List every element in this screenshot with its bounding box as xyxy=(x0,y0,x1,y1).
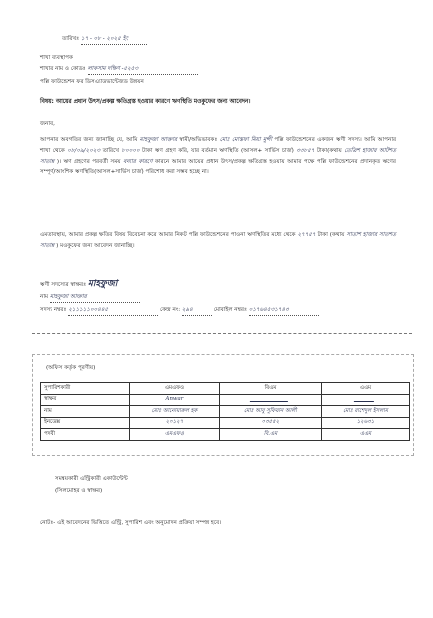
organization-name: পল্লি ফাউন্ডেশন ফর ডিসএ্যাডভান্টেজড উন্নয়ন xyxy=(40,79,144,85)
table-cell: এমএফও xyxy=(130,429,220,441)
para1-text-1: আপনার অবগতির জন্য জানাচ্ছি যে, আমি xyxy=(40,137,138,143)
guardian-name-cont: মুন্সী xyxy=(262,137,273,143)
loan-date: ০৮/০৯/২০২৩ xyxy=(67,147,101,154)
application-paragraph-2 xyxy=(40,230,396,252)
balance-in-words: তেত্রিশ হাজার আটশত সাতান্ন xyxy=(40,147,397,165)
bm-signature xyxy=(219,394,321,406)
table-row xyxy=(41,406,410,418)
table-header-cell: এএম xyxy=(321,383,409,395)
para1-text-8: কারনে আমার আয়ের প্রধান উৎস/প্রকল্প ক্ষতিগ্রস্ত হওয়ায় আমার পক্ষে পল্লি ফাউন্ডেশনের প্রদানকৃত ঋণের সম্পূর্ণ/আংশিক ঋণস্থিতি(আসল+সার্ভিস চার্জ) পরিশোধ করা সম্ভব হচ্ছে না। xyxy=(40,158,396,176)
office-divider xyxy=(32,333,412,335)
row-label: পদবী xyxy=(41,429,130,441)
table-cell: বি.এম xyxy=(219,429,321,441)
table-header-cell: বিএম xyxy=(219,383,321,395)
para1-text-6: টাকা(কথায় xyxy=(316,147,342,154)
branch-line xyxy=(40,66,198,75)
para1-text-2: স্বামী/অভিভাবকঃ xyxy=(179,137,218,143)
damage-reason: বন্যার কারণে xyxy=(123,158,153,165)
recipient-title: শাখা ব্যবস্থাপক xyxy=(40,55,73,61)
branch-label: শাখার নাম ও কোডঃ xyxy=(40,66,86,72)
table-row xyxy=(41,417,410,429)
date-value: ১৭ - ০৮ - ২০২৫ ইং xyxy=(81,36,147,45)
para2-text-3: ) মওকুফের জন্য আবেদন জানাচ্ছি। xyxy=(56,243,135,249)
row-label: নাম xyxy=(41,406,130,418)
applicant-name: মাহফুজা আক্তার xyxy=(139,137,178,143)
member-name-line xyxy=(40,294,140,303)
table-cell: মোঃ রাশেদুল ইসলাম xyxy=(321,406,409,418)
officer-title: সমন্বয়কারী এন্ট্রিকারী একাউন্টেন্ট xyxy=(55,476,128,482)
member-number: ২১১১১১০০৪৪৫ xyxy=(68,307,158,316)
officer-seal-note: (সিলমোহর ও স্বাক্ষর) xyxy=(55,488,103,494)
para2-text-1: এমতাবস্থায়, আমার প্রকল্প ক্ষতির বিষয় বিবেচনা করে আমার নিকট পল্লি ফাউন্ডেশনের পাওনা ঋণস্থিতির মধ্যে থেকে xyxy=(40,232,296,238)
guardian-name: মোঃ মোস্তফা মিয়া xyxy=(219,137,261,143)
para1-text-5: টাকা ঋণ গ্রহণ করি, যার বর্তমান ঋণস্থিতি (আসল+ সার্ভিস চার্জ) xyxy=(142,147,294,154)
subject-label: বিষয়: xyxy=(40,99,54,105)
name-label: নাম xyxy=(40,294,49,300)
waiver-amount: ২৭৭৫৭ xyxy=(297,232,316,238)
signature-label: ঋণী সদস্যের স্বাক্ষরঃ xyxy=(40,282,87,288)
para2-text-2: টাকা (কথায় xyxy=(317,232,345,238)
table-cell: এএম xyxy=(321,429,409,441)
table-header-cell: সুপারিশকারী xyxy=(41,383,130,395)
current-balance: ৩৩৮৫৭ xyxy=(296,147,315,154)
office-use-title: (অফিস কর্তৃক পূরণীয়) xyxy=(46,365,96,371)
am-signature xyxy=(321,394,409,406)
para1-text-7: )। ঋণ গ্রহণের পরবর্তী সময় xyxy=(56,158,121,165)
table-header-row xyxy=(41,383,410,395)
member-name: মাহফুজা আক্তার xyxy=(50,294,140,303)
table-cell: ২০১২৭ xyxy=(130,417,220,429)
subject-text: আয়ের প্রধান উৎস/প্রকল্প ক্ষতিগ্রস্ত হওয়ার কারণে ঋণস্থিতি মওকুফের জন্য আবেদন। xyxy=(55,99,251,105)
salutation: জনাব, xyxy=(40,121,55,127)
member-signature: মাহফুজা xyxy=(87,279,118,289)
mobile-label: মোবাইল নম্বরঃ xyxy=(213,307,247,313)
table-cell: ০৩৫৫২ xyxy=(219,417,321,429)
application-paragraph-1 xyxy=(40,135,396,178)
footer-note: নোটঃ- এই আবেদনের ভিত্তিতে এন্ট্রি, সুপারিশ এবং অনুমোদন প্রক্রিয়া সম্পন্ন হবে। xyxy=(40,520,222,526)
date-label: তারিখঃ xyxy=(62,36,80,42)
table-header-cell: এমএফও xyxy=(130,383,220,395)
date-line xyxy=(62,36,147,45)
center-no-label: কেন্দ্র নং: xyxy=(160,307,181,313)
member-no-label: সদস্য নম্বরঃ xyxy=(40,307,67,313)
center-number: ২৯৪ xyxy=(182,307,212,316)
signature-line xyxy=(40,278,117,290)
row-label: স্বাক্ষর xyxy=(41,394,130,406)
mobile-number: ০১৭৬৪৫৩১৭৪৩ xyxy=(249,307,319,316)
recommendation-table xyxy=(40,382,410,441)
para1-text-4: তারিখে xyxy=(102,147,120,154)
row-label: ইনডেক্স xyxy=(41,417,130,429)
member-info-line xyxy=(40,307,319,316)
table-row xyxy=(41,394,410,406)
table-row xyxy=(41,429,410,441)
branch-value: লাকসাম দক্ষিণ -৫২৫৩ xyxy=(88,66,198,75)
loan-amount: ৮০০০০ xyxy=(121,147,140,154)
waiver-amount-words: সাতাশ হাজার সাতশত সাতান্ন xyxy=(40,232,397,249)
subject-line xyxy=(40,99,250,107)
table-cell: মোঃ আনোয়ারুল হক xyxy=(130,406,220,418)
para1-text-3: পল্লি ফাউন্ডেশনের একজন ঋণী সদস্য। আমি আপনার শাখা থেকে xyxy=(40,137,397,154)
mfo-signature: Anwar xyxy=(130,394,220,406)
table-cell: মোঃ আবু সুফিয়ান আলী xyxy=(219,406,321,418)
table-cell: ১২৬৩১ xyxy=(321,417,409,429)
